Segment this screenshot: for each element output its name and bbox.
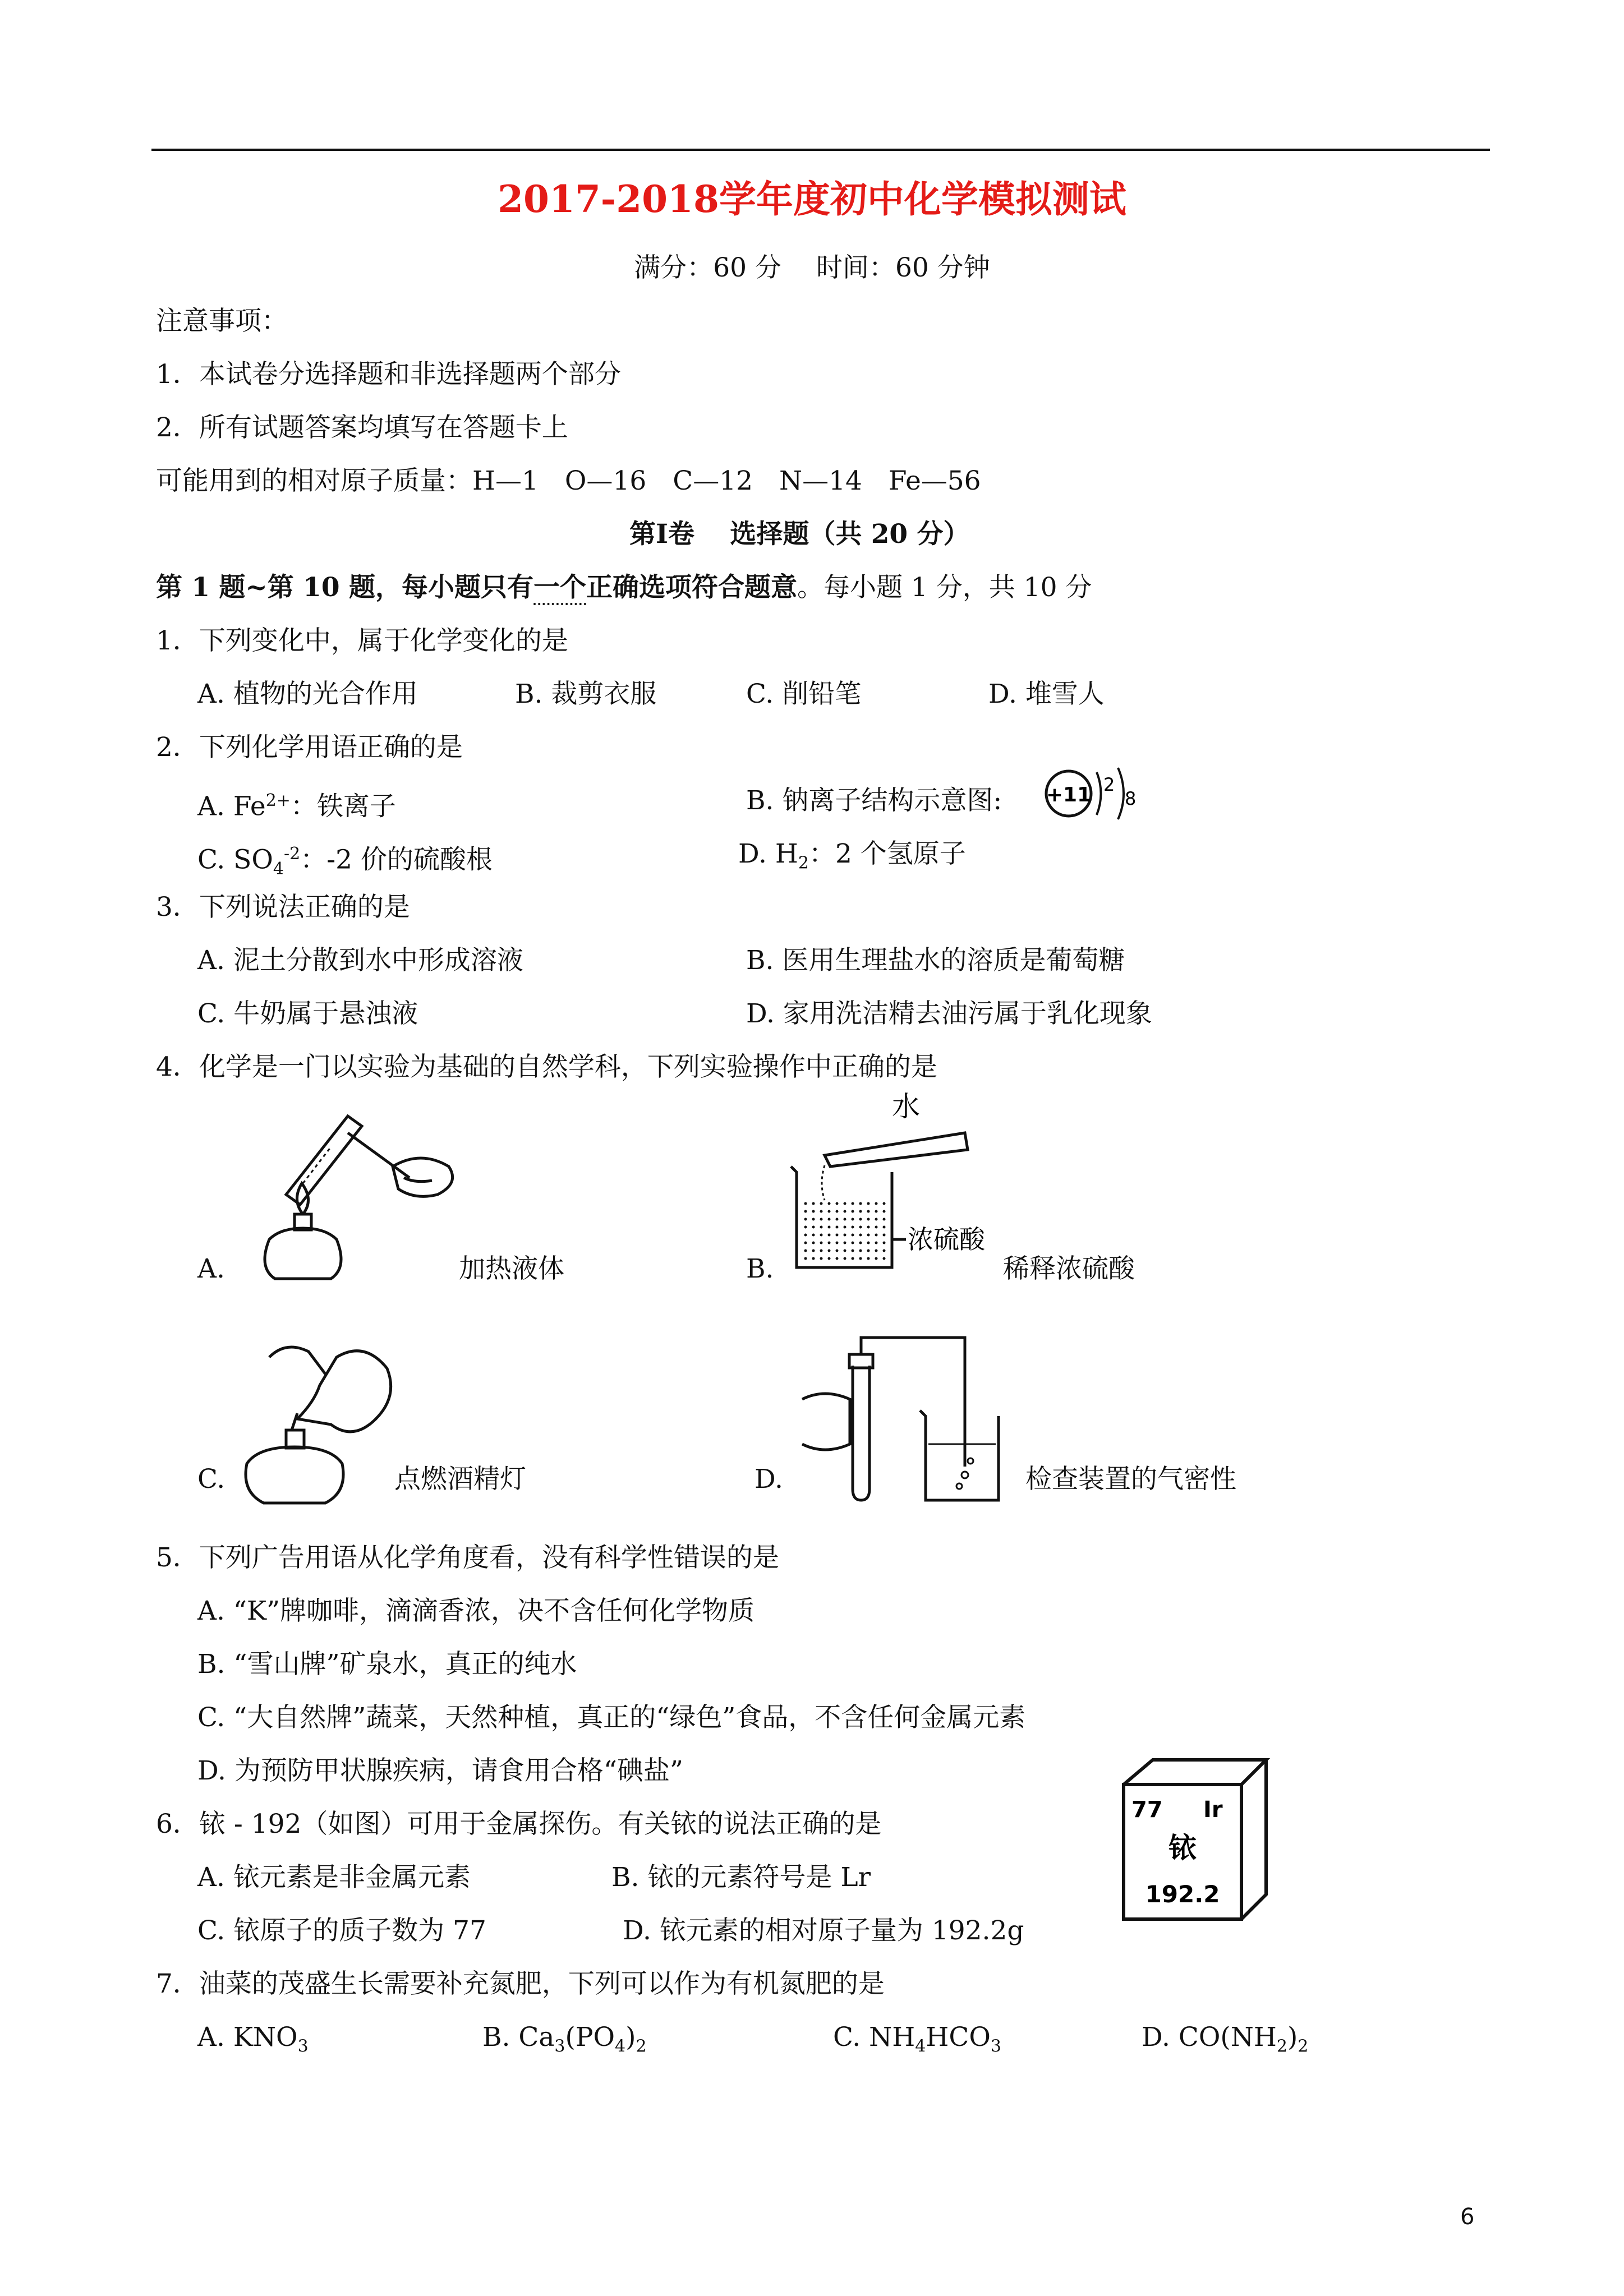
q3-option-b: B. 医用生理盐水的溶质是葡萄糖 — [746, 945, 1125, 976]
delivery-tube — [861, 1338, 965, 1467]
q5-option-d: D. 为预防甲状腺疾病，请食用合格“碘盐” — [197, 1755, 683, 1786]
q6-option-a: A. 铱元素是非金属元素 — [197, 1862, 471, 1893]
shell-arc-1 — [1097, 772, 1101, 815]
q5-option-c: C. “大自然牌”蔬菜，天然种植，真正的“绿色”食品，不含任何金属元素 — [197, 1702, 1026, 1733]
q7-c-text: C. NH — [833, 2022, 915, 2053]
q7-a-text: A. KNO — [197, 2022, 298, 2053]
q7-b-post: ) — [625, 2022, 636, 2053]
q3-stem: 3．下列说法正确的是 — [156, 892, 410, 923]
q7-b-sub3: 2 — [636, 2036, 647, 2057]
q2-a-sup: 2+ — [265, 791, 291, 810]
lamp-wick — [292, 1413, 297, 1430]
test-tube — [853, 1366, 869, 1500]
q7-c-sub1: 4 — [915, 2036, 926, 2057]
q3-option-a: A. 泥土分散到水中形成溶液 — [197, 945, 523, 976]
q5-option-a: A. “K”牌咖啡，滴滴香浓，决不含任何化学物质 — [197, 1596, 755, 1626]
q7-stem: 7．油菜的茂盛生长需要补充氮肥，下列可以作为有机氮肥的是 — [156, 1968, 885, 1999]
bubble-2 — [956, 1483, 962, 1489]
q1-option-d: D. 堆雪人 — [988, 679, 1105, 709]
q7-c-sub2: 3 — [990, 2036, 1001, 2057]
q2-option-c — [197, 837, 493, 886]
q4-stem: 4．化学是一门以实验为基础的自然学科，下列实验操作中正确的是 — [156, 1052, 937, 1082]
q7-d-sub2: 2 — [1298, 2036, 1309, 2057]
holding-hand — [393, 1158, 453, 1196]
q1-option-b: B. 裁剪衣服 — [515, 679, 657, 709]
q6-option-b: B. 铱的元素符号是 Lr — [611, 1862, 871, 1893]
q4-c-letter: C. — [197, 1464, 226, 1495]
q2-c-sub: 4 — [273, 859, 284, 879]
page-number: 6 — [1460, 2204, 1475, 2230]
atomic-masses: 可能用到的相对原子质量：H—1 O—16 C—12 N—14 Fe—56 — [156, 465, 981, 496]
q7-b-sub2: 4 — [615, 2036, 626, 2057]
nucleus-charge: +11 — [1046, 783, 1092, 806]
q2-d-text: D. H — [738, 838, 798, 869]
q3-option-d: D. 家用洗洁精去油污属于乳化现象 — [746, 998, 1152, 1029]
alcohol-lamp-body — [265, 1228, 341, 1279]
q7-b-mid: (PO — [565, 2022, 615, 2053]
second-lamp-tilted — [297, 1351, 391, 1432]
q7-b-text: B. Ca — [482, 2022, 555, 2053]
q1-stem: 1．下列变化中，属于化学变化的是 — [156, 625, 568, 656]
q2-d-sub: 2 — [798, 853, 809, 873]
page-title: 2017-2018学年度初中化学模拟测试 — [498, 177, 1126, 221]
q6-option-c: C. 铱原子的质子数为 77 — [197, 1915, 486, 1946]
top-rule — [151, 149, 1490, 151]
q6-option-d: D. 铱元素的相对原子量为 192.2g — [623, 1915, 1024, 1946]
q7-c-mid: HCO — [926, 2022, 991, 2053]
q7-a-sub: 3 — [297, 2036, 309, 2057]
pouring-hand — [269, 1347, 325, 1374]
instruction-bold-post: 正确选项符合题意 — [586, 572, 797, 603]
instruction-tail: 。每小题 1 分，共 10 分 — [797, 572, 1092, 603]
bubble-3 — [968, 1458, 973, 1464]
hand-fingers — [404, 1178, 432, 1182]
pour-stream — [822, 1165, 825, 1200]
airtightness-illustration — [797, 1332, 999, 1511]
note-item-2: 2．所有试题答案均填写在答题卡上 — [156, 412, 568, 443]
q7-d-post: ) — [1287, 2022, 1298, 2053]
glass-rod-pour — [825, 1133, 968, 1167]
element-symbol: Ir — [1203, 1797, 1223, 1823]
lamp-flame — [297, 1183, 308, 1214]
beaker — [920, 1410, 999, 1500]
q2-stem: 2．下列化学用语正确的是 — [156, 732, 463, 763]
q2-c-post: ：-2 价的硫酸根 — [300, 844, 493, 875]
q2-a-post: ：铁离子 — [290, 791, 396, 822]
q1-option-a: A. 植物的光合作用 — [197, 679, 418, 709]
q3-option-c: C. 牛奶属于悬浊液 — [197, 998, 418, 1029]
q2-d-post: ：2 个氢原子 — [808, 838, 966, 869]
sodium-ion-diagram — [1041, 760, 1142, 827]
acid-label: 浓硫酸 — [908, 1224, 985, 1255]
iridium-element-card — [1119, 1755, 1271, 1924]
exam-meta: 满分：60 分 时间：60 分钟 — [634, 252, 990, 283]
q2-option-d — [738, 837, 966, 880]
atomic-mass: 192.2 — [1145, 1880, 1220, 1908]
liquid-in-tube — [303, 1147, 331, 1183]
bubble-1 — [961, 1472, 968, 1478]
q5-stem: 5．下列广告用语从化学角度看，没有科学性错误的是 — [156, 1542, 779, 1573]
q5-option-b: B. “雪山牌”矿泉水，真正的纯水 — [197, 1649, 577, 1680]
q7-option-a — [197, 2021, 309, 2063]
notes-heading: 注意事项： — [156, 306, 288, 336]
q7-option-b — [482, 2021, 647, 2063]
shell-2-count: 8 — [1125, 788, 1137, 809]
q2-c-text: C. SO — [197, 844, 273, 875]
section-title: 第Ⅰ卷 选择题（共 20 分） — [629, 519, 970, 550]
q4-d-label: 检查装置的气密性 — [1025, 1464, 1236, 1495]
q4-d-letter: D. — [755, 1464, 783, 1495]
q2-option-b: B. 钠离子结构示意图: — [746, 785, 1002, 816]
q7-d-text: D. CO(NH — [1142, 2022, 1277, 2053]
q6-stem: 6．铱 - 192（如图）可用于金属探伤。有关铱的说法正确的是 — [156, 1809, 882, 1839]
q2-c-sup: -2 — [284, 844, 301, 864]
q7-b-sub1: 3 — [554, 2036, 565, 2057]
hand — [802, 1394, 850, 1450]
heating-liquid-illustration — [236, 1099, 471, 1290]
element-name: 铱 — [1168, 1832, 1197, 1864]
q4-b-label: 稀释浓硫酸 — [1003, 1253, 1135, 1284]
q2-option-a — [197, 784, 396, 824]
dilute-acid-illustration — [780, 1090, 1004, 1284]
q7-option-d — [1142, 2021, 1308, 2063]
q4-a-letter: A. — [197, 1253, 225, 1284]
q2-a-text: A. Fe — [197, 791, 266, 822]
q4-b-letter: B. — [746, 1253, 774, 1284]
instruction-pre: 第 1 题~第 10 题，每小题只有 — [156, 572, 533, 603]
beaker-liquid — [800, 1197, 889, 1265]
tube-holder — [348, 1133, 410, 1178]
lamp-body — [246, 1447, 343, 1503]
q7-d-sub1: 2 — [1276, 2036, 1287, 2057]
instruction-mark: 一个 — [533, 572, 586, 605]
q7-option-c — [833, 2021, 1001, 2063]
shell-1-count: 2 — [1103, 774, 1115, 795]
q4-a-label: 加热液体 — [459, 1253, 564, 1284]
card-side — [1241, 1760, 1266, 1919]
section-instruction — [156, 571, 1092, 605]
shell-arc-2 — [1118, 768, 1124, 819]
lighting-lamp-illustration — [236, 1335, 415, 1509]
q4-c-label: 点燃酒精灯 — [394, 1464, 526, 1495]
note-item-1: 1．本试卷分选择题和非选择题两个部分 — [156, 359, 621, 390]
q1-option-c: C. 削铅笔 — [746, 679, 862, 709]
lamp-neck — [286, 1430, 304, 1448]
water-label: 水 — [892, 1090, 920, 1123]
atomic-number: 77 — [1131, 1797, 1163, 1823]
card-top — [1124, 1760, 1266, 1785]
